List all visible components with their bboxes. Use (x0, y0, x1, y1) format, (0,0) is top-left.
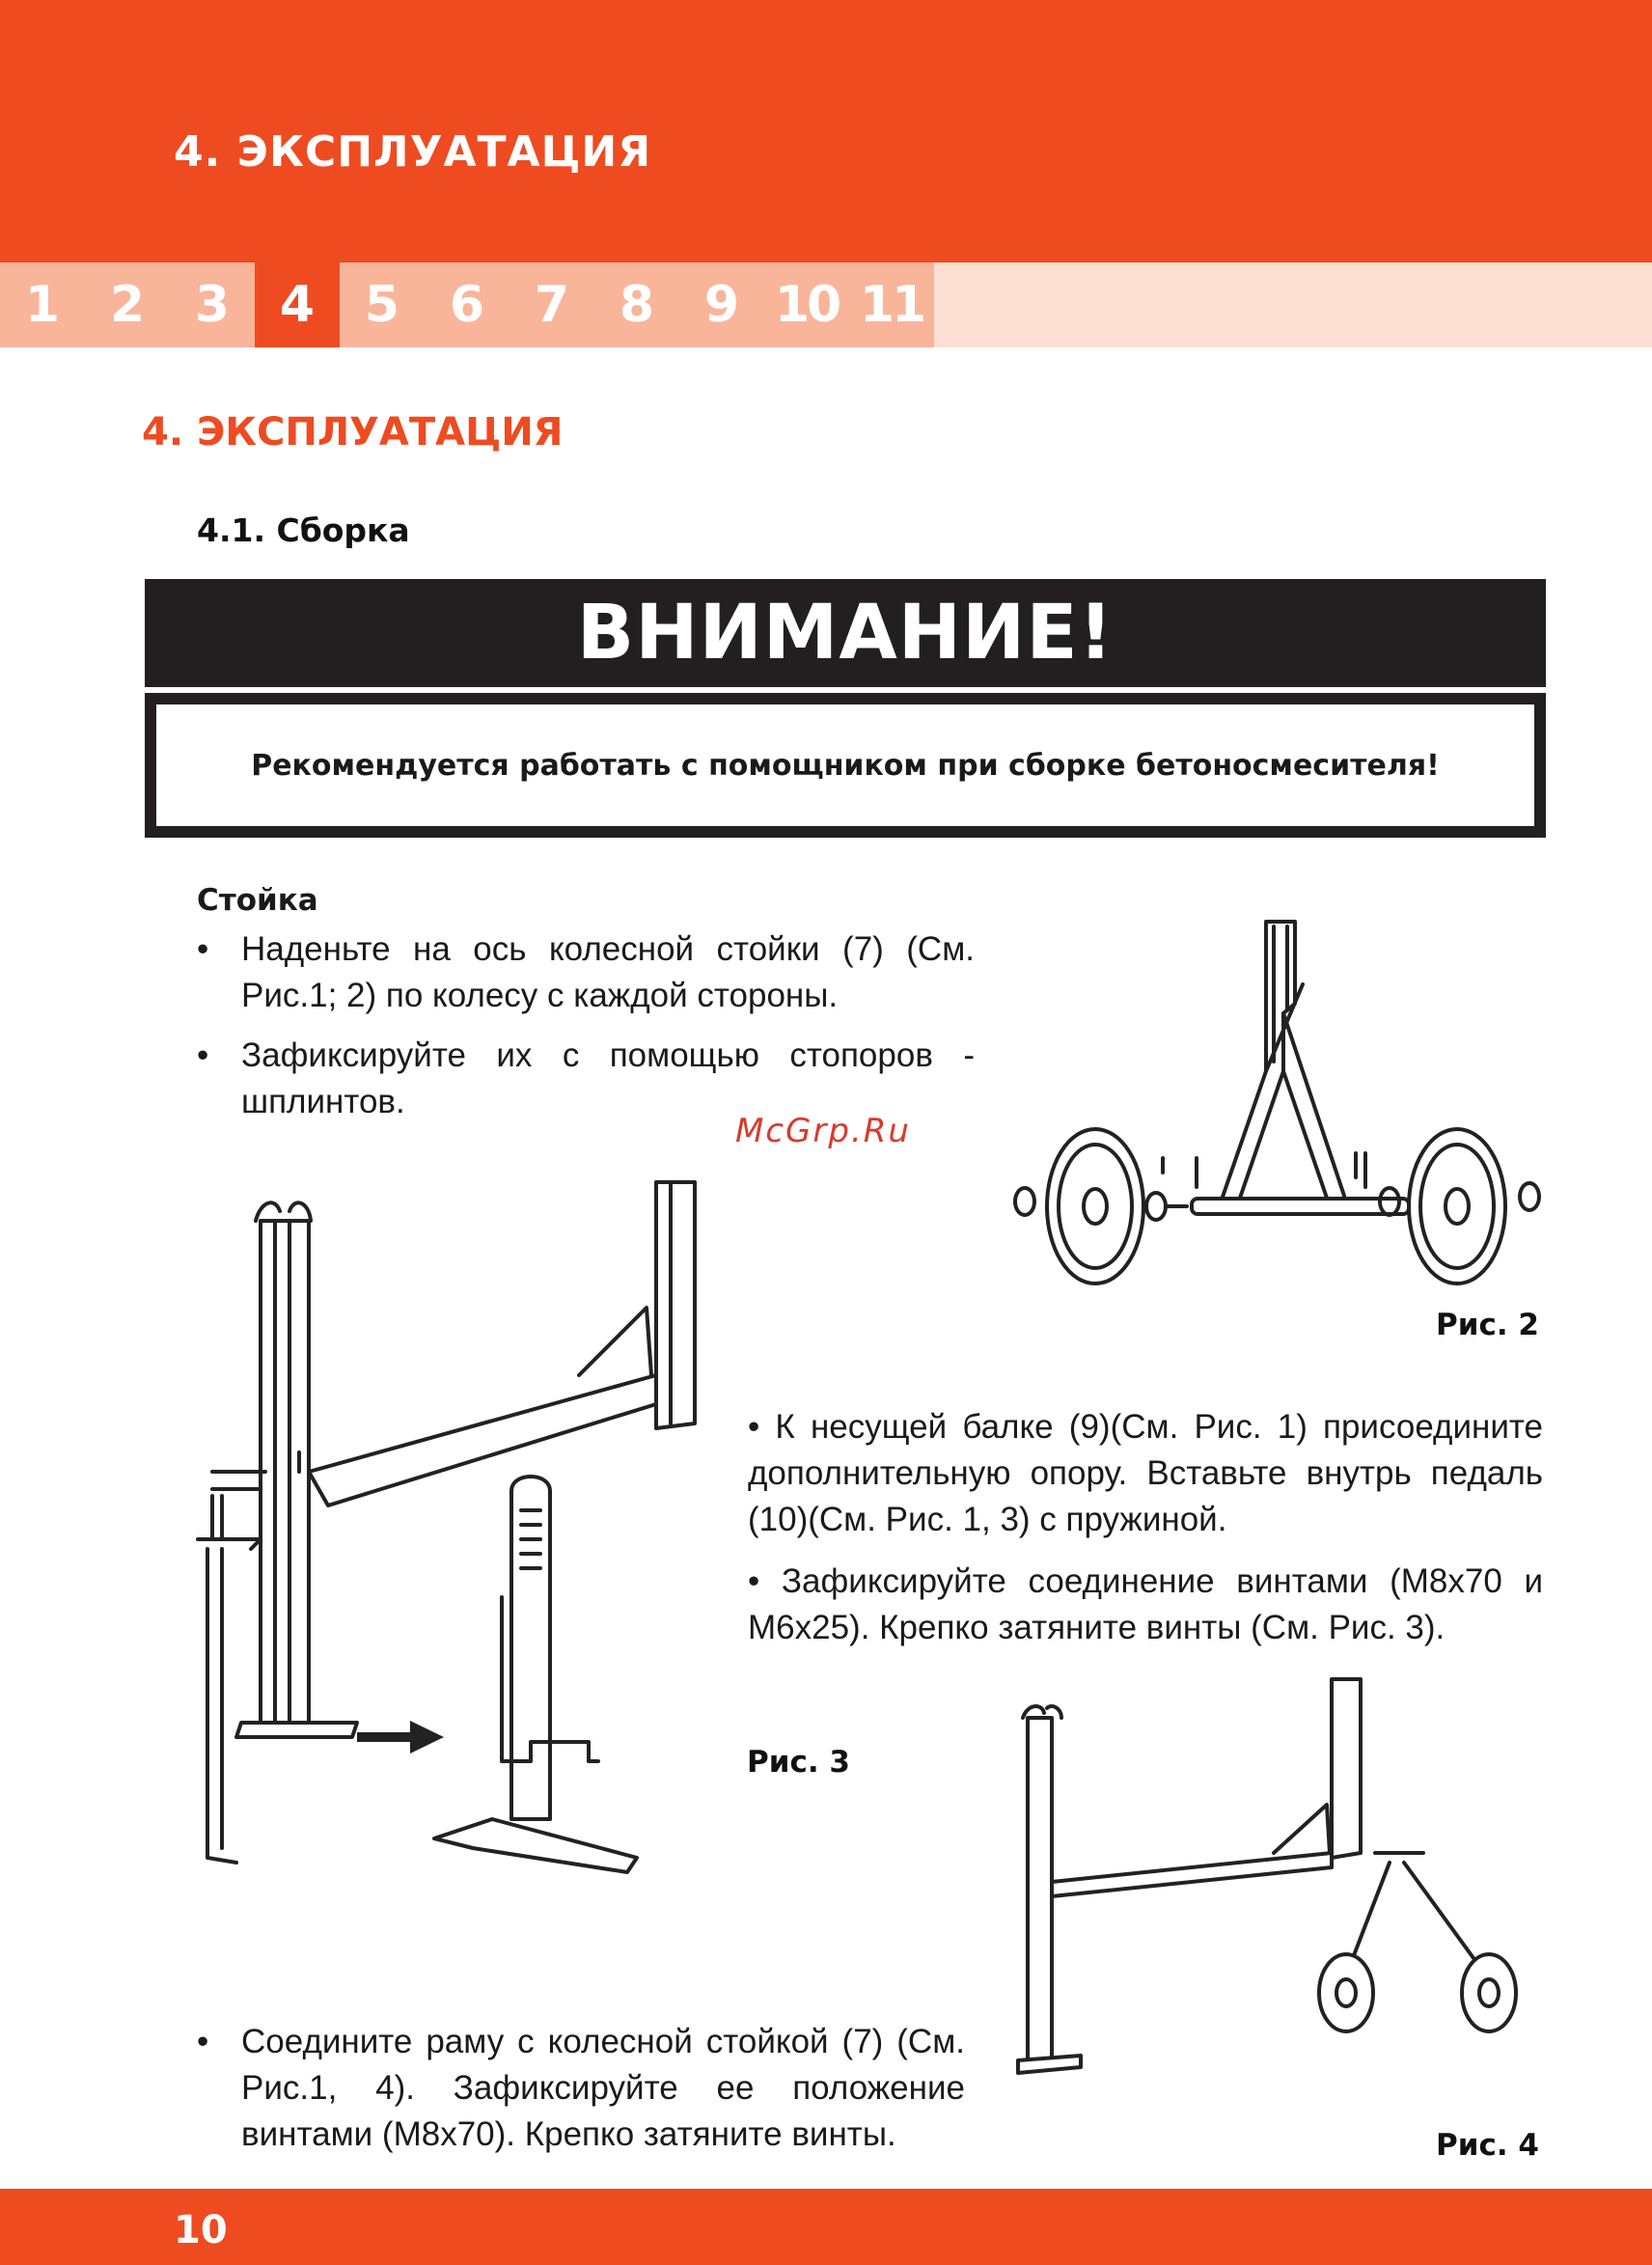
warning-text: Рекомендуется работать с помощником при сборке бетоносмесителя! (251, 748, 1440, 783)
bullet: • (197, 2023, 209, 2060)
warning-heading: ВНИМАНИЕ! (145, 579, 1546, 687)
stand-item-1-text: Наденьте на ось колесной стойки (7) (См. Рис.1; 2) по колесу с каждой стороны. (241, 930, 975, 1014)
bullet: • (197, 1036, 209, 1074)
support-item-1: • К несущей балке (9)(См. Рис. 1) присоедините дополнительную опору. Вставьте внутрь педаль (10)(См. Рис. 1, 3) с пружиной. (748, 1408, 1543, 1538)
figure-4-drawing (994, 1679, 1554, 2113)
stand-item-2-text: Зафиксируйте их с помощью стопоров - шплинтов. (241, 1036, 975, 1120)
chapter-tab-3[interactable]: 3 (170, 262, 255, 347)
chapter-tab-9[interactable]: 9 (679, 262, 764, 347)
chapter-tab-5[interactable]: 5 (340, 262, 425, 347)
chapter-tabs (0, 262, 934, 347)
page-number: 10 (174, 2208, 228, 2252)
frame-item-1 (197, 2019, 965, 2158)
chapter-tab-4[interactable]: 4 (255, 262, 340, 347)
footer-bar (0, 2189, 1652, 2265)
chapter-tab-11[interactable]: 11 (849, 262, 934, 347)
chapter-tab-7[interactable]: 7 (509, 262, 594, 347)
section-title: 4. ЭКСПЛУАТАЦИЯ (142, 410, 564, 455)
subsection-title: 4.1. Сборка (197, 511, 410, 549)
figure-3-drawing (183, 1182, 704, 1887)
chapter-tab-8[interactable]: 8 (594, 262, 679, 347)
support-item-2: • Зафиксируйте соединение винтами (М8х70 и М6х25). Крепко затяните винты (См. Рис. 3). (748, 1562, 1543, 1646)
chapter-tab-6[interactable]: 6 (425, 262, 509, 347)
figure-4-caption: Рис. 4 (1436, 2128, 1539, 2163)
bullet: • (197, 930, 209, 968)
watermark: McGrp.Ru (735, 1112, 911, 1150)
figure-3-caption: Рис. 3 (747, 1745, 850, 1780)
figure-2-drawing (1013, 917, 1554, 1293)
chapter-tab-10[interactable]: 10 (764, 262, 849, 347)
stand-heading: Стойка (197, 883, 318, 918)
warning-box (145, 693, 1546, 838)
figure-2-caption: Рис. 2 (1436, 1308, 1539, 1342)
frame-item-1-text: Соедините раму с колесной стойкой (7) (См. Рис.1, 4). Зафиксируйте ее положение винтами (М8х70). Крепко затяните винты. (241, 2023, 965, 2153)
chapter-tab-1[interactable]: 1 (0, 262, 85, 347)
chapter-tab-2[interactable]: 2 (85, 262, 170, 347)
stand-item-1 (197, 926, 975, 1019)
header-title: 4. ЭКСПЛУАТАЦИЯ (174, 127, 652, 177)
